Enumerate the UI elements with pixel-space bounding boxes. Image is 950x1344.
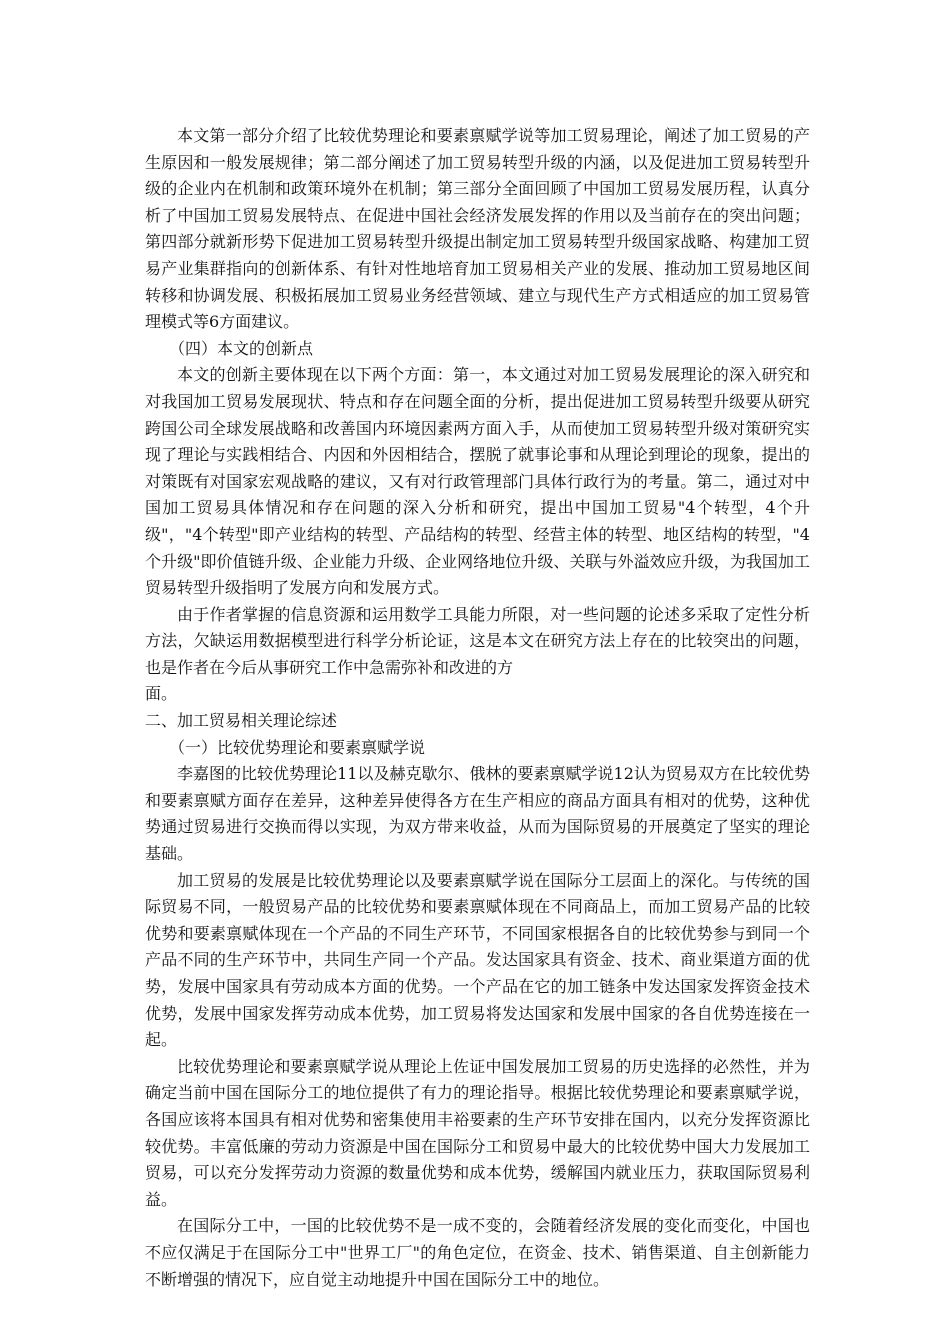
paragraph-theory-evidence: 比较优势理论和要素禀赋学说从理论上佐证中国发展加工贸易的历史选择的必然性，并为确定当前中国在国际分工的地位提供了有力的理论指导。根据比较优势理论和要素禀赋学说，各国应该将本国具有相对优势和密集使用丰裕要素的生产环节安排在国内，以充分发挥资源比较优势。丰富低廉的劳动力资源是中国在国际分工和贸易中最大的比较优势中国大力发展加工贸易，可以充分发挥劳动力资源的数量优势和成本优势，缓解国内就业压力，获取国际贸易利益。 — [145, 1056, 810, 1209]
paragraph-ricardo-heckscher-ohlin: 李嘉图的比较优势理论11以及赫克歇尔、俄林的要素禀赋学说12认为贸易双方在比较优势和要素禀赋方面存在差异，这种差异使得各方在生产相应的商品方面具有相对的优势，这种优势通过贸易进行交换而得以实现，为双方带来收益，从而为国际贸易的开展奠定了坚实的理论基础。 — [145, 764, 810, 864]
paragraph-limitations: 由于作者掌握的信息资源和运用数学工具能力所限，对一些问题的论述多采取了定性分析方法，欠缺运用数据模型进行科学分析论证，这是本文在研究方法上存在的比较突出的问题，也是作者在今后从事研究工作中急需弥补和改进的方 — [145, 604, 810, 677]
section-heading-innovation: （四）本文的创新点 — [169, 338, 314, 358]
paragraph-summary: 本文第一部分介绍了比较优势理论和要素禀赋学说等加工贸易理论，阐述了加工贸易的产生原因和一般发展规律；第二部分阐述了加工贸易转型升级的内涵，以及促进加工贸易转型升级的企业内在机制和政策环境外在机制；第三部分全面回顾了中国加工贸易发展历程，认真分析了中国加工贸易发展特点、在促进中国社会经济发展发挥的作用以及当前存在的突出问题；第四部分就新形势下促进加工贸易转型升级提出制定加工贸易转型升级国家战略、构建加工贸易产业集群指向的创新体系、有针对性地培育加工贸易相关产业的发展、推动加工贸易地区间转移和协调发展、积极拓展加工贸易业务经营领域、建立与现代生产方式相适应的加工贸易管理模式等6方面建议。 — [145, 126, 810, 332]
chapter-heading-theory-review: 二、加工贸易相关理论综述 — [145, 711, 338, 731]
section-heading-comparative-advantage: （一）比较优势理论和要素禀赋学说 — [169, 737, 426, 757]
document-body — [145, 123, 810, 1293]
paragraph-innovation: 本文的创新主要体现在以下两个方面：第一，本文通过对加工贸易发展理论的深入研究和对我国加工贸易发展现状、特点和存在问题全面的分析，提出促进加工贸易转型升级要从研究跨国公司全球发展战略和改善国内环境因素两方面入手，从而使加工贸易转型升级对策研究实现了理论与实践相结合、内因和外因相结合，摆脱了就事论事和从理论到理论的现象，提出的对策既有对国家宏观战略的建议，又有对行政管理部门具体行政行为的考量。第二，通过对中国加工贸易具体情况和存在问题的深入分析和研究，提出中国加工贸易"4个转型，4个升级"，"4个转型"即产业结构的转型、产品结构的转型、经营主体的转型、地区结构的转型，"4个升级"即价值链升级、企业能力升级、企业网络地位升级、关联与外溢效应升级，为我国加工贸易转型升级指明了发展方向和发展方式。 — [145, 365, 810, 598]
paragraph-international-division: 在国际分工中，一国的比较优势不是一成不变的，会随着经济发展的变化而变化，中国也不应仅满足于在国际分工中"世界工厂"的角色定位，在资金、技术、销售渠道、自主创新能力不断增强的情况下，应自觉主动地提升中国在国际分工中的地位。 — [145, 1216, 810, 1289]
paragraph-limitations-end: 面。 — [145, 684, 178, 704]
paragraph-processing-trade-development: 加工贸易的发展是比较优势理论以及要素禀赋学说在国际分工层面上的深化。与传统的国际贸易不同，一般贸易产品的比较优势和要素禀赋体现在不同商品上，而加工贸易产品的比较优势和要素禀赋体现在一个产品的不同生产环节，不同国家根据各自的比较优势参与到同一个产品不同的生产环节中，共同生产同一个产品。发达国家具有资金、技术、商业渠道方面的优势，发展中国家具有劳动成本方面的优势。一个产品在它的加工链条中发达国家发挥资金技术优势，发展中国家发挥劳动成本优势，加工贸易将发达国家和发展中国家的各自优势连接在一起。 — [145, 870, 810, 1050]
